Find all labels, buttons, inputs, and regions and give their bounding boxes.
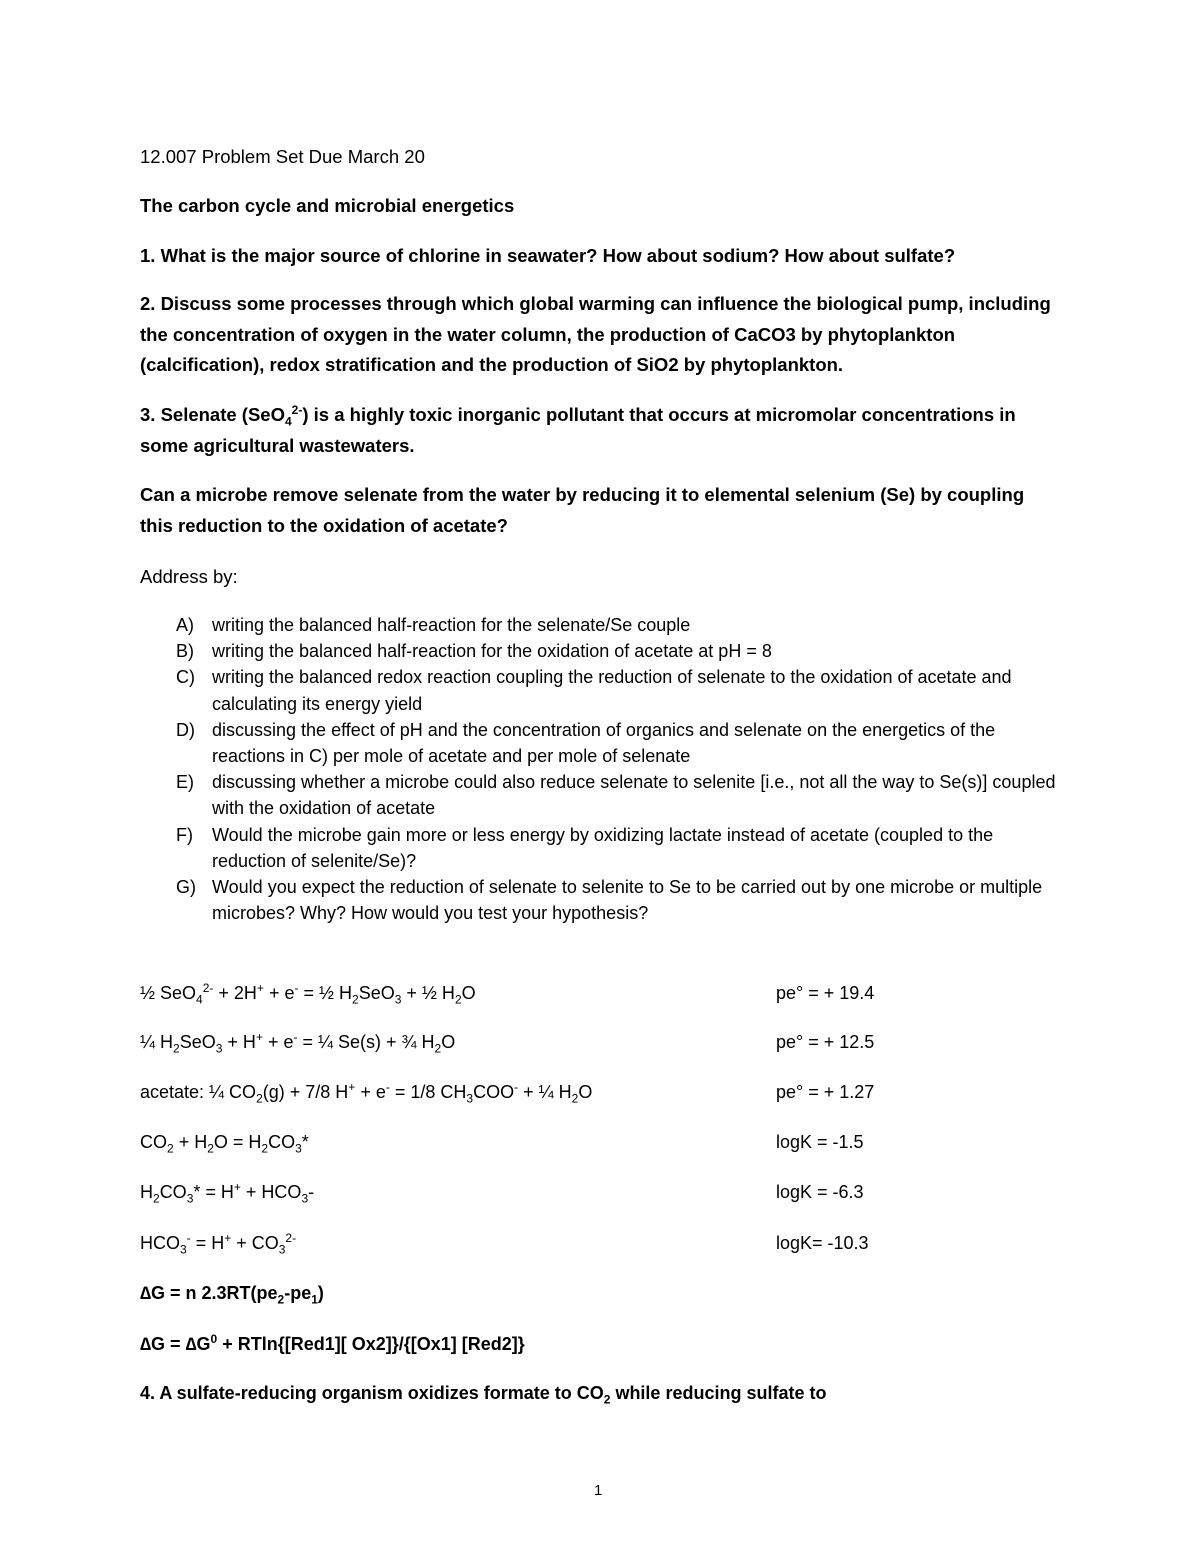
question-1: 1. What is the major source of chlorine in seawater? How about sodium? How about sulfate? [140,245,956,266]
list-item: F) Would the microbe gain more or less energy by oxidizing lactate instead of acetate (coupled to the reduction of selenite/Se)? [176,824,994,871]
address-by-label: Address by: [140,566,238,587]
equation-value: logK = -1.5 [776,1132,864,1152]
list-item: E) discussing whether a microbe could also reduce selenate to selenite [i.e., not all the way to Se(s)] coupled with the oxidation of acetate [176,772,1056,819]
equation-value: pe° = + 12.5 [776,1032,875,1052]
equation-hco3-co3: $HCO_3^- = H^+ + CO_3^{2-}$ [140,1231,297,1257]
question-3-prompt: Can a microbe remove selenate from the water by reducing it to elemental selenium (Se) by coupling this reduction to the oxidation of acetate? [140,484,1025,536]
equation-delta-g-pe: ∆G = n $2.3RT(pe_2-pe_1)$ [140,1283,324,1307]
list-item: B) writing the balanced half-reaction for the oxidation of acetate at pH = 8 [176,641,772,662]
question-2: 2. Discuss some processes through which global warming can influence the biological pump, including the concentration of oxygen in the water column, the production of CaCO3 by phytoplankton (calcification), redox stratification and the production of SiO2 by phytoplankton. [140,293,1051,375]
equation-selenite-se: ¼ $H_2SeO_3 + H^+ + e^-$ = ¼ Se(s) + ¾ $H_2O$ [140,1030,456,1056]
task-list [140,612,1060,926]
equation-selenate-selenite: ½ SeO$_4^{2-}$ + 2H+ + e- = ½ $H_2SeO_3$ + ½ $H_2O$ [140,981,476,1007]
question-4: 4. A sulfate-reducing organism oxidizes formate to $CO_2$ while reducing sulfate to [140,1383,827,1407]
equation-delta-g-ln: $\Delta G = \Delta G^0 + RTln\{[Red1]$[ Ox2]}/{[Ox1] [Red2]} [140,1332,525,1354]
list-item: G) Would you expect the reduction of selenate to selenite to Se to be carried out by one microbe or multiple microbes? Why? How would you test your hypothesis? [176,877,1043,924]
page-number: 1 [594,1482,603,1499]
equation-co2-h2co3: $CO_2 + H_2O = H_2CO_3*$ [140,1132,309,1156]
equation-value: logK= -10.3 [776,1233,869,1253]
page-subtitle: The carbon cycle and microbial energetics [140,195,515,216]
equation-acetate: acetate: ¼ $CO_2(g) + 7/8$ H+ + e- = 1/8 $CH_3COO^-$ + ¼ $H_2O$ [140,1080,593,1106]
equation-value: logK = -6.3 [776,1182,864,1202]
equation-h2co3-hco3: $H_2CO_3* = H^+ + HCO_3-$ [140,1180,315,1206]
question-3: 3. Selenate (SeO$_4^{2-}$) is a highly toxic inorganic pollutant that occurs at micromolar concentrations in some agricultural wastewaters. [140,402,1016,456]
page-header: 12.007 Problem Set Due March 20 [140,146,425,167]
list-item: C) writing the balanced redox reaction coupling the reduction of selenate to the oxidation of acetate and calculating its energy yield [176,667,1012,714]
equation-value: pe° = + 19.4 [776,983,875,1003]
list-item: D) discussing the effect of pH and the concentration of organics and selenate on the energetics of the reactions in C) per mole of acetate and per mole of selenate [176,719,996,767]
list-item: A) writing the balanced half-reaction for the selenate/Se couple [176,615,691,635]
equation-value: pe° = + 1.27 [776,1082,875,1102]
